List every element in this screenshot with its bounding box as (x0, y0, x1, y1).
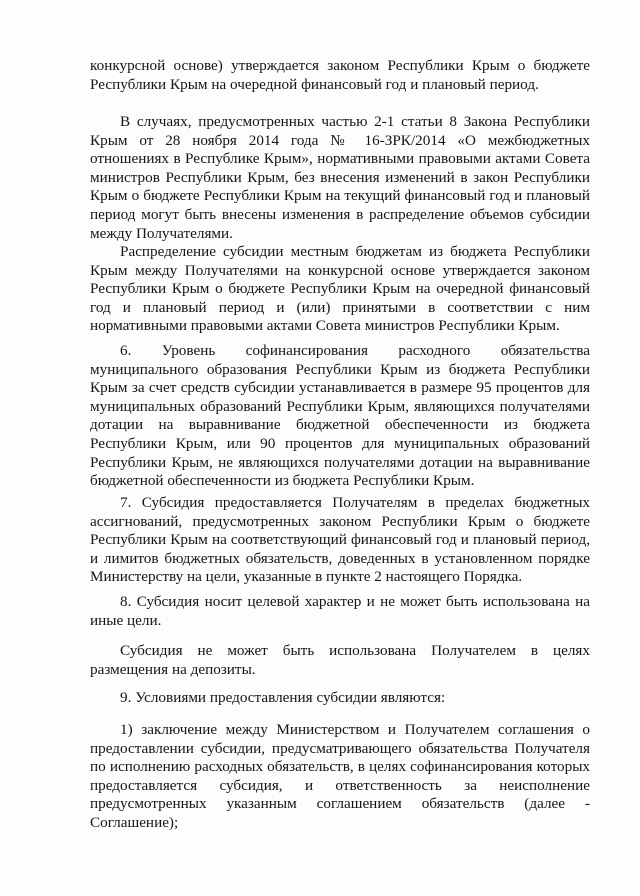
paragraph-continuation (90, 57, 590, 94)
text-line: бюджетной обеспеченности из бюджета Республики Крым. (90, 472, 475, 490)
text-line: 8. Субсидия носит целевой характер и не может быть использована на (120, 593, 590, 610)
text-line: Распределение субсидии местным бюджетам из бюджета Республики (120, 243, 590, 260)
text-line: Министерству на цели, указанные в пункте 2 настоящего Порядка. (90, 568, 523, 586)
paragraph-cases (90, 113, 590, 243)
text-line: 7. Субсидия предоставляется Получателям в пределах бюджетных (120, 494, 590, 511)
text-line: министров Республики Крым, без внесения изменений в закон Республики (90, 168, 590, 186)
text-line: Республики Крым на очередной финансовый год и плановый период. (90, 75, 539, 93)
text-line: В случаях, предусмотренных частью 2-1 статьи 8 Закона Республики (120, 113, 590, 130)
text-line: нормативными правовыми актами Совета министров Республики Крым. (90, 317, 560, 335)
text-line: муниципального образования Республики Крым из бюджета Республики (90, 360, 590, 378)
text-line: ассигнований, предусмотренных законом Республики Крым о бюджете (90, 512, 590, 530)
paragraph-8 (90, 593, 590, 630)
text-line: Соглашение); (90, 813, 179, 831)
text-line: Республики Крым на соответствующий финансовый год и плановый период, (90, 531, 590, 549)
text-line: Республики Крым, не являющихся получателями дотации на выравнивание (90, 453, 590, 471)
text-line: год и плановый период и (или) принятыми в соответствии с ним (90, 298, 590, 316)
paragraph-9-item-1 (90, 721, 590, 833)
text-line: предоставлении субсидии, предусматривающего обязательства Получателя (90, 739, 590, 757)
text-line: иные цели. (90, 611, 162, 629)
text-line: Крым о бюджете Республики Крым на текущий финансовый год и плановый (90, 187, 590, 205)
text-line: Субсидия не может быть использована Получателем в целях (120, 642, 590, 659)
text-line: конкурсной основе) утверждается законом Республики Крым о бюджете (90, 57, 590, 74)
text-line: размещения на депозиты. (90, 660, 256, 678)
text-line: муниципальных образований Республики Крым, являющихся получателями (90, 397, 590, 415)
text-line: по исполнению расходных обязательств, в целях софинансирования которых (90, 758, 590, 776)
text-line: предоставляется субсидия, и ответственность за неисполнение (90, 776, 590, 794)
text-line: 9. Условиями предоставления субсидии являются: (120, 689, 446, 706)
text-line: 6. Уровень софинансирования расходного обязательства (120, 342, 590, 359)
paragraph-6 (90, 342, 590, 491)
paragraph-deposits (90, 642, 590, 679)
text-line: 1) заключение между Министерством и Получателем соглашения о (120, 721, 590, 738)
text-line: период могут быть внесены изменения в распределение объемов субсидии (90, 205, 590, 223)
text-line: Крым от 28 ноября 2014 года № 16-ЗРК/2014 «О межбюджетных (90, 131, 590, 149)
text-line: Крым за счет средств субсидии устанавливается в размере 95 процентов для (90, 379, 590, 397)
text-line: Республики Крым, или 90 процентов для муниципальных образований (90, 434, 590, 452)
text-line: и лимитов бюджетных обязательств, доведенных в установленном порядке (90, 549, 590, 567)
paragraph-9 (90, 689, 590, 708)
text-line: Республики Крым о бюджете Республики Крым на очередной финансовый (90, 280, 590, 298)
text-line: между Получателями. (90, 224, 233, 242)
text-line: отношениях в Республике Крым», нормативными правовыми актами Совета (90, 150, 590, 168)
text-line: Крым между Получателями на конкурсной основе утверждается законом (90, 261, 590, 279)
paragraph-distribution (90, 243, 590, 336)
text-line: дотации на выравнивание бюджетной обеспеченности из бюджета (90, 416, 590, 434)
text-line: предусмотренных указанным соглашением обязательств (далее - (90, 795, 590, 813)
paragraph-7 (90, 494, 590, 587)
